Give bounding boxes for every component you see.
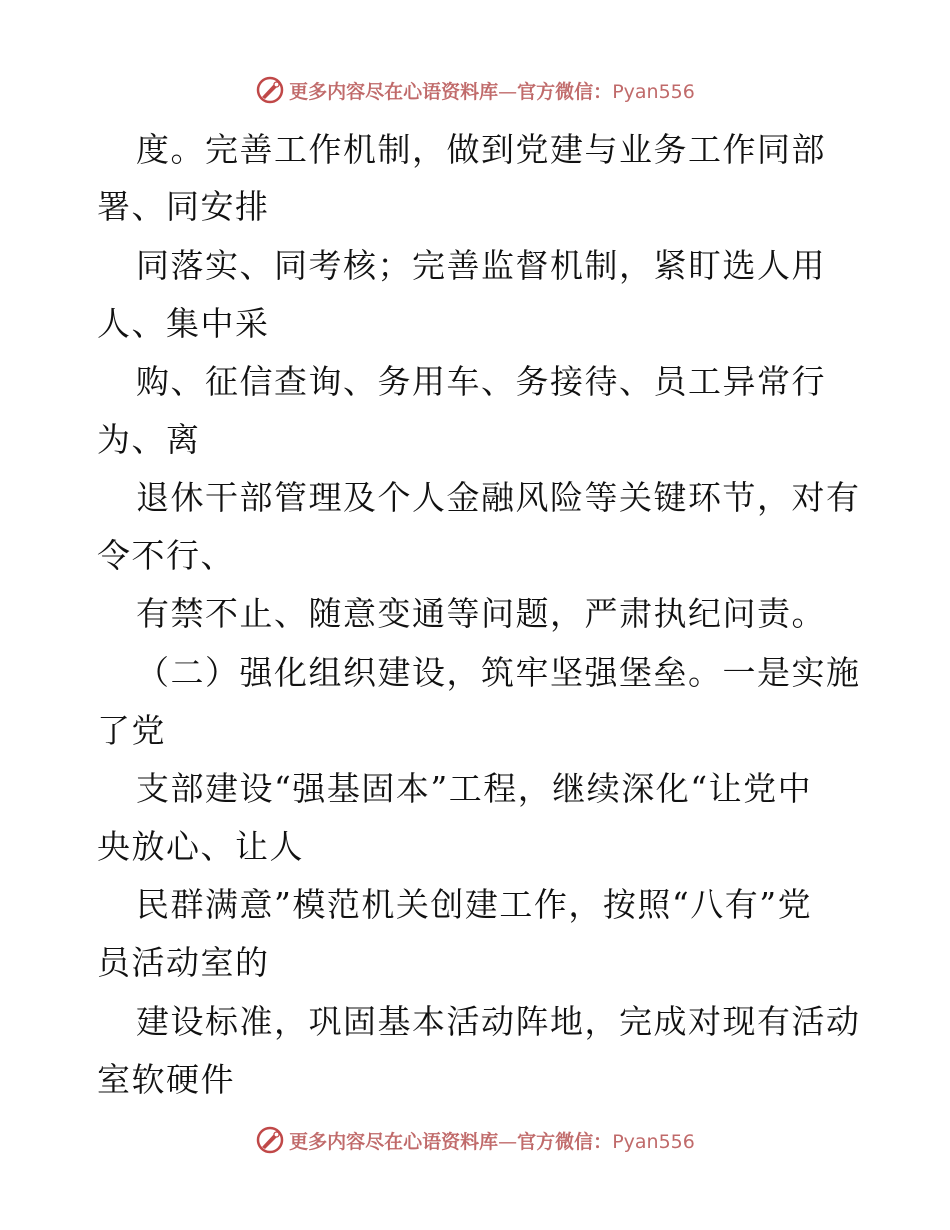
text-line: 同落实、同考核；完善监督机制，紧盯选人用	[136, 246, 826, 285]
text-line: 人、集中采	[97, 304, 270, 343]
text-line: （二）强化组织建设，筑牢坚强堡垒。一是实施	[136, 653, 861, 692]
text-line: 员活动室的	[97, 943, 270, 982]
text-line: 为、离	[97, 420, 201, 459]
text-line: 度。完善工作机制，做到党建与业务工作同部	[136, 130, 826, 169]
watermark-brand: 更多内容尽在心语资料库	[289, 1130, 499, 1153]
text-line: 了党	[97, 711, 166, 750]
text-line: 署、同安排	[97, 187, 270, 226]
text-line: 支部建设“强基固本”工程，继续深化“让党中	[136, 769, 813, 808]
text-line: 央放心、让人	[97, 827, 304, 866]
watermark-text	[289, 1127, 695, 1154]
pen-seal-logo-icon	[255, 75, 285, 105]
watermark-account-id: Pyan556	[612, 1130, 695, 1153]
watermark-text	[289, 77, 695, 104]
text-line: 室软硬件	[97, 1060, 235, 1099]
pen-seal-logo-icon	[255, 1125, 285, 1155]
footer-watermark	[0, 1120, 950, 1160]
text-line: 有禁不止、随意变通等问题，严肃执纪问责。	[136, 594, 826, 633]
watermark-account-label: 官方微信：	[517, 80, 613, 103]
text-line: 令不行、	[97, 536, 235, 575]
text-line: 民群满意”模范机关创建工作，按照“八有”党	[136, 885, 813, 924]
text-line: 购、征信查询、务用车、务接待、员工异常行	[136, 362, 826, 401]
watermark-separator: —	[498, 80, 518, 103]
watermark-brand: 更多内容尽在心语资料库	[289, 80, 499, 103]
text-line: 建设标准，巩固基本活动阵地，完成对现有活动	[136, 1002, 861, 1041]
watermark-account-label: 官方微信：	[517, 1130, 613, 1153]
watermark-account-id: Pyan556	[612, 80, 695, 103]
header-watermark	[0, 70, 950, 110]
text-line: 退休干部管理及个人金融风险等关键环节，对有	[136, 478, 861, 517]
watermark-separator: —	[498, 1130, 518, 1153]
